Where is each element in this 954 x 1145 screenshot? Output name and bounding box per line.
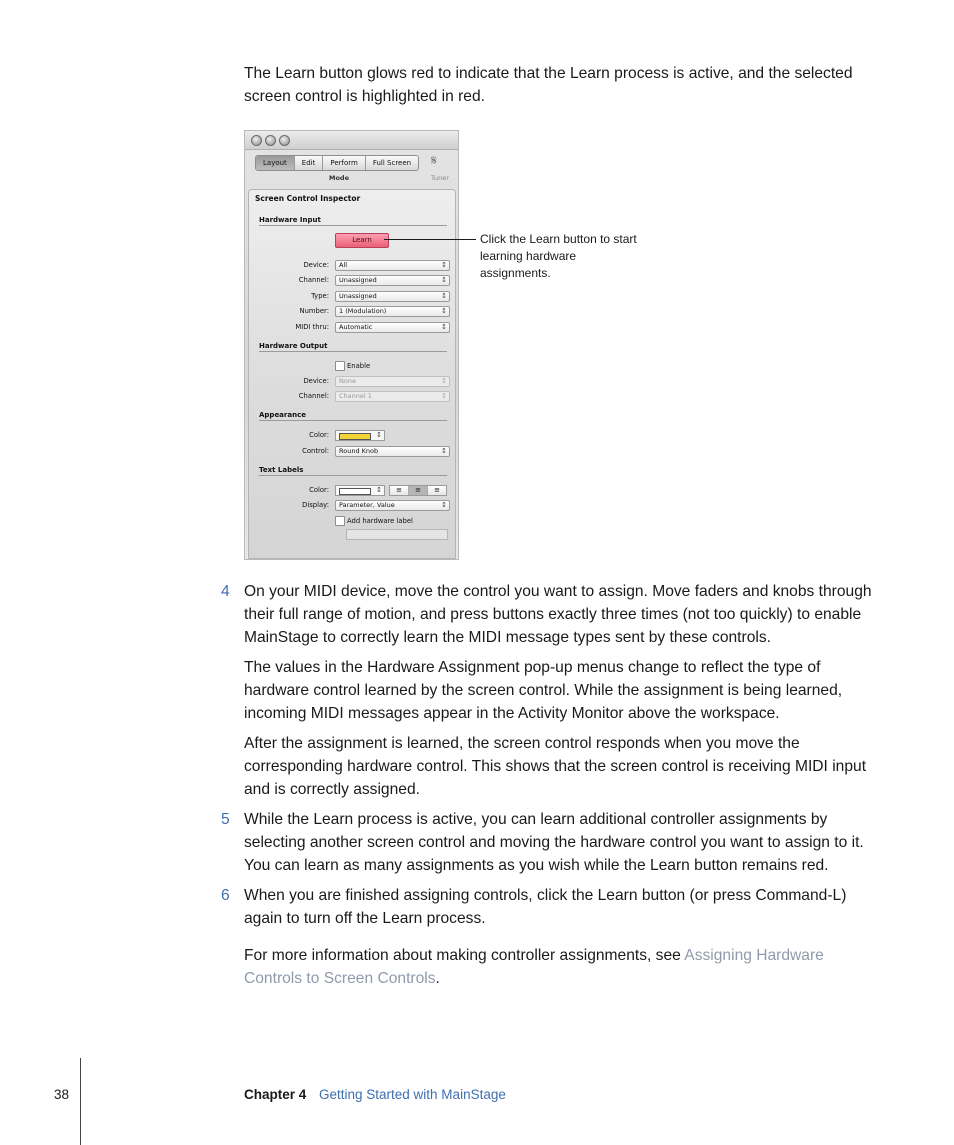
mode-label: Mode — [329, 174, 349, 182]
align-right-icon[interactable]: ≡ — [434, 486, 440, 494]
enable-label: Enable — [347, 362, 371, 370]
step-5-text: While the Learn process is active, you can learn additional controller assignments by selecting another screen control and moving the hardware control you want to assign to it. You can learn as many assignments as you wish while the Learn button remains red. — [244, 811, 864, 874]
tab-full-screen[interactable]: Full Screen — [372, 159, 412, 167]
step-4-number: 4 — [221, 583, 230, 600]
control-label: Control: — [302, 447, 329, 455]
window-titlebar — [245, 131, 458, 150]
screen-control-inspector — [248, 189, 456, 559]
after-paragraph: After the assignment is learned, the screen control responds when you move the corresponding hardware control. This shows that the screen control is receiving MIDI input and is correctly assigned. — [244, 735, 867, 798]
channel-label: Channel: — [298, 276, 329, 284]
type-popup[interactable]: Unassigned ↕ — [335, 291, 450, 302]
callout-text: Click the Learn button to start learning hardware assignments. — [480, 232, 637, 280]
callout-line — [384, 239, 476, 240]
hardware-output-heading: Hardware Output — [259, 342, 447, 352]
number-popup[interactable]: 1 (Modulation) ↕ — [335, 306, 450, 317]
device-label: Device: — [303, 261, 329, 269]
text-alignment-control — [389, 485, 447, 496]
tab-perform[interactable]: Perform — [323, 156, 365, 170]
output-channel-popup[interactable]: Channel 1 ↕ — [335, 391, 450, 402]
appearance-color-label: Color: — [309, 431, 329, 439]
hardware-input-heading: Hardware Input — [259, 216, 447, 226]
display-popup[interactable]: Parameter, Value ↕ — [335, 500, 450, 511]
minimize-window-icon[interactable] — [265, 135, 276, 146]
align-center-icon[interactable]: ≡ — [409, 486, 428, 495]
display-label: Display: — [302, 501, 329, 509]
inspector-screenshot — [244, 130, 459, 560]
align-left-icon[interactable]: ≡ — [390, 486, 409, 495]
mode-segmented-control — [255, 155, 419, 171]
text-color-label: Color: — [309, 486, 329, 494]
hardware-label-field[interactable] — [346, 529, 448, 540]
footer-rule — [80, 1058, 81, 1145]
color-swatch — [339, 433, 371, 440]
chapter-label: Chapter 4 — [244, 1087, 307, 1102]
values-paragraph: The values in the Hardware Assignment pop-up menus change to reflect the type of hardware control learned by the screen control. While the assignment is being learned, incoming MIDI messages appear in the Activity Monitor above the workspace. — [244, 659, 843, 722]
close-window-icon[interactable] — [251, 135, 262, 146]
assigning-hardware-link[interactable]: Assigning Hardware Controls to Screen Controls — [244, 947, 824, 987]
tuner-icon[interactable]: 𝄋 — [431, 153, 438, 169]
type-label: Type: — [311, 292, 329, 300]
add-hardware-label-checkbox[interactable] — [335, 516, 345, 526]
more-info-prefix: For more information about making controller assignments, see — [244, 947, 685, 964]
output-device-label: Device: — [303, 377, 329, 385]
intro-paragraph: The Learn button glows red to indicate that the Learn process is active, and the selected screen control is highlighted in red. — [244, 65, 853, 105]
text-color-popup[interactable] — [335, 485, 385, 496]
zoom-window-icon[interactable] — [279, 135, 290, 146]
more-info-suffix: . — [435, 970, 440, 987]
step-6-number: 6 — [221, 887, 230, 904]
more-info-paragraph — [244, 944, 884, 990]
step-6-text: When you are finished assigning controls, click the Learn button (or press Command-L) again to turn off the Learn process. — [244, 887, 847, 927]
inspector-title: Screen Control Inspector — [255, 194, 361, 203]
output-device-popup[interactable]: None ↕ — [335, 376, 450, 387]
tab-edit[interactable]: Edit — [295, 156, 324, 170]
text-color-swatch — [339, 488, 371, 495]
channel-popup[interactable]: Unassigned ↕ — [335, 275, 450, 286]
step-4-text: On your MIDI device, move the control you want to assign. Move faders and knobs through their full range of motion, and press buttons exactly three times (not too quickly) to enable MainStage to correctly learn the MIDI message types sent by these controls. — [244, 583, 872, 646]
step-5-number: 5 — [221, 811, 230, 828]
chapter-title[interactable]: Getting Started with MainStage — [319, 1087, 506, 1102]
learn-button[interactable]: Learn — [335, 233, 389, 248]
text-labels-heading: Text Labels — [259, 466, 447, 476]
appearance-heading: Appearance — [259, 411, 447, 421]
enable-checkbox[interactable] — [335, 361, 345, 371]
tab-layout[interactable]: Layout — [256, 156, 295, 170]
add-hardware-label-text: Add hardware label — [347, 517, 413, 525]
midi-thru-popup[interactable]: Automatic ↕ — [335, 322, 450, 333]
midi-thru-label: MIDI thru: — [295, 323, 329, 331]
number-label: Number: — [299, 307, 329, 315]
device-popup[interactable]: All ↕ — [335, 260, 450, 271]
page-number: 38 — [54, 1087, 70, 1102]
control-popup[interactable]: Round Knob ↕ — [335, 446, 450, 457]
tuner-label: Tuner — [431, 174, 449, 182]
appearance-color-popup[interactable] — [335, 430, 385, 441]
output-channel-label: Channel: — [298, 392, 329, 400]
